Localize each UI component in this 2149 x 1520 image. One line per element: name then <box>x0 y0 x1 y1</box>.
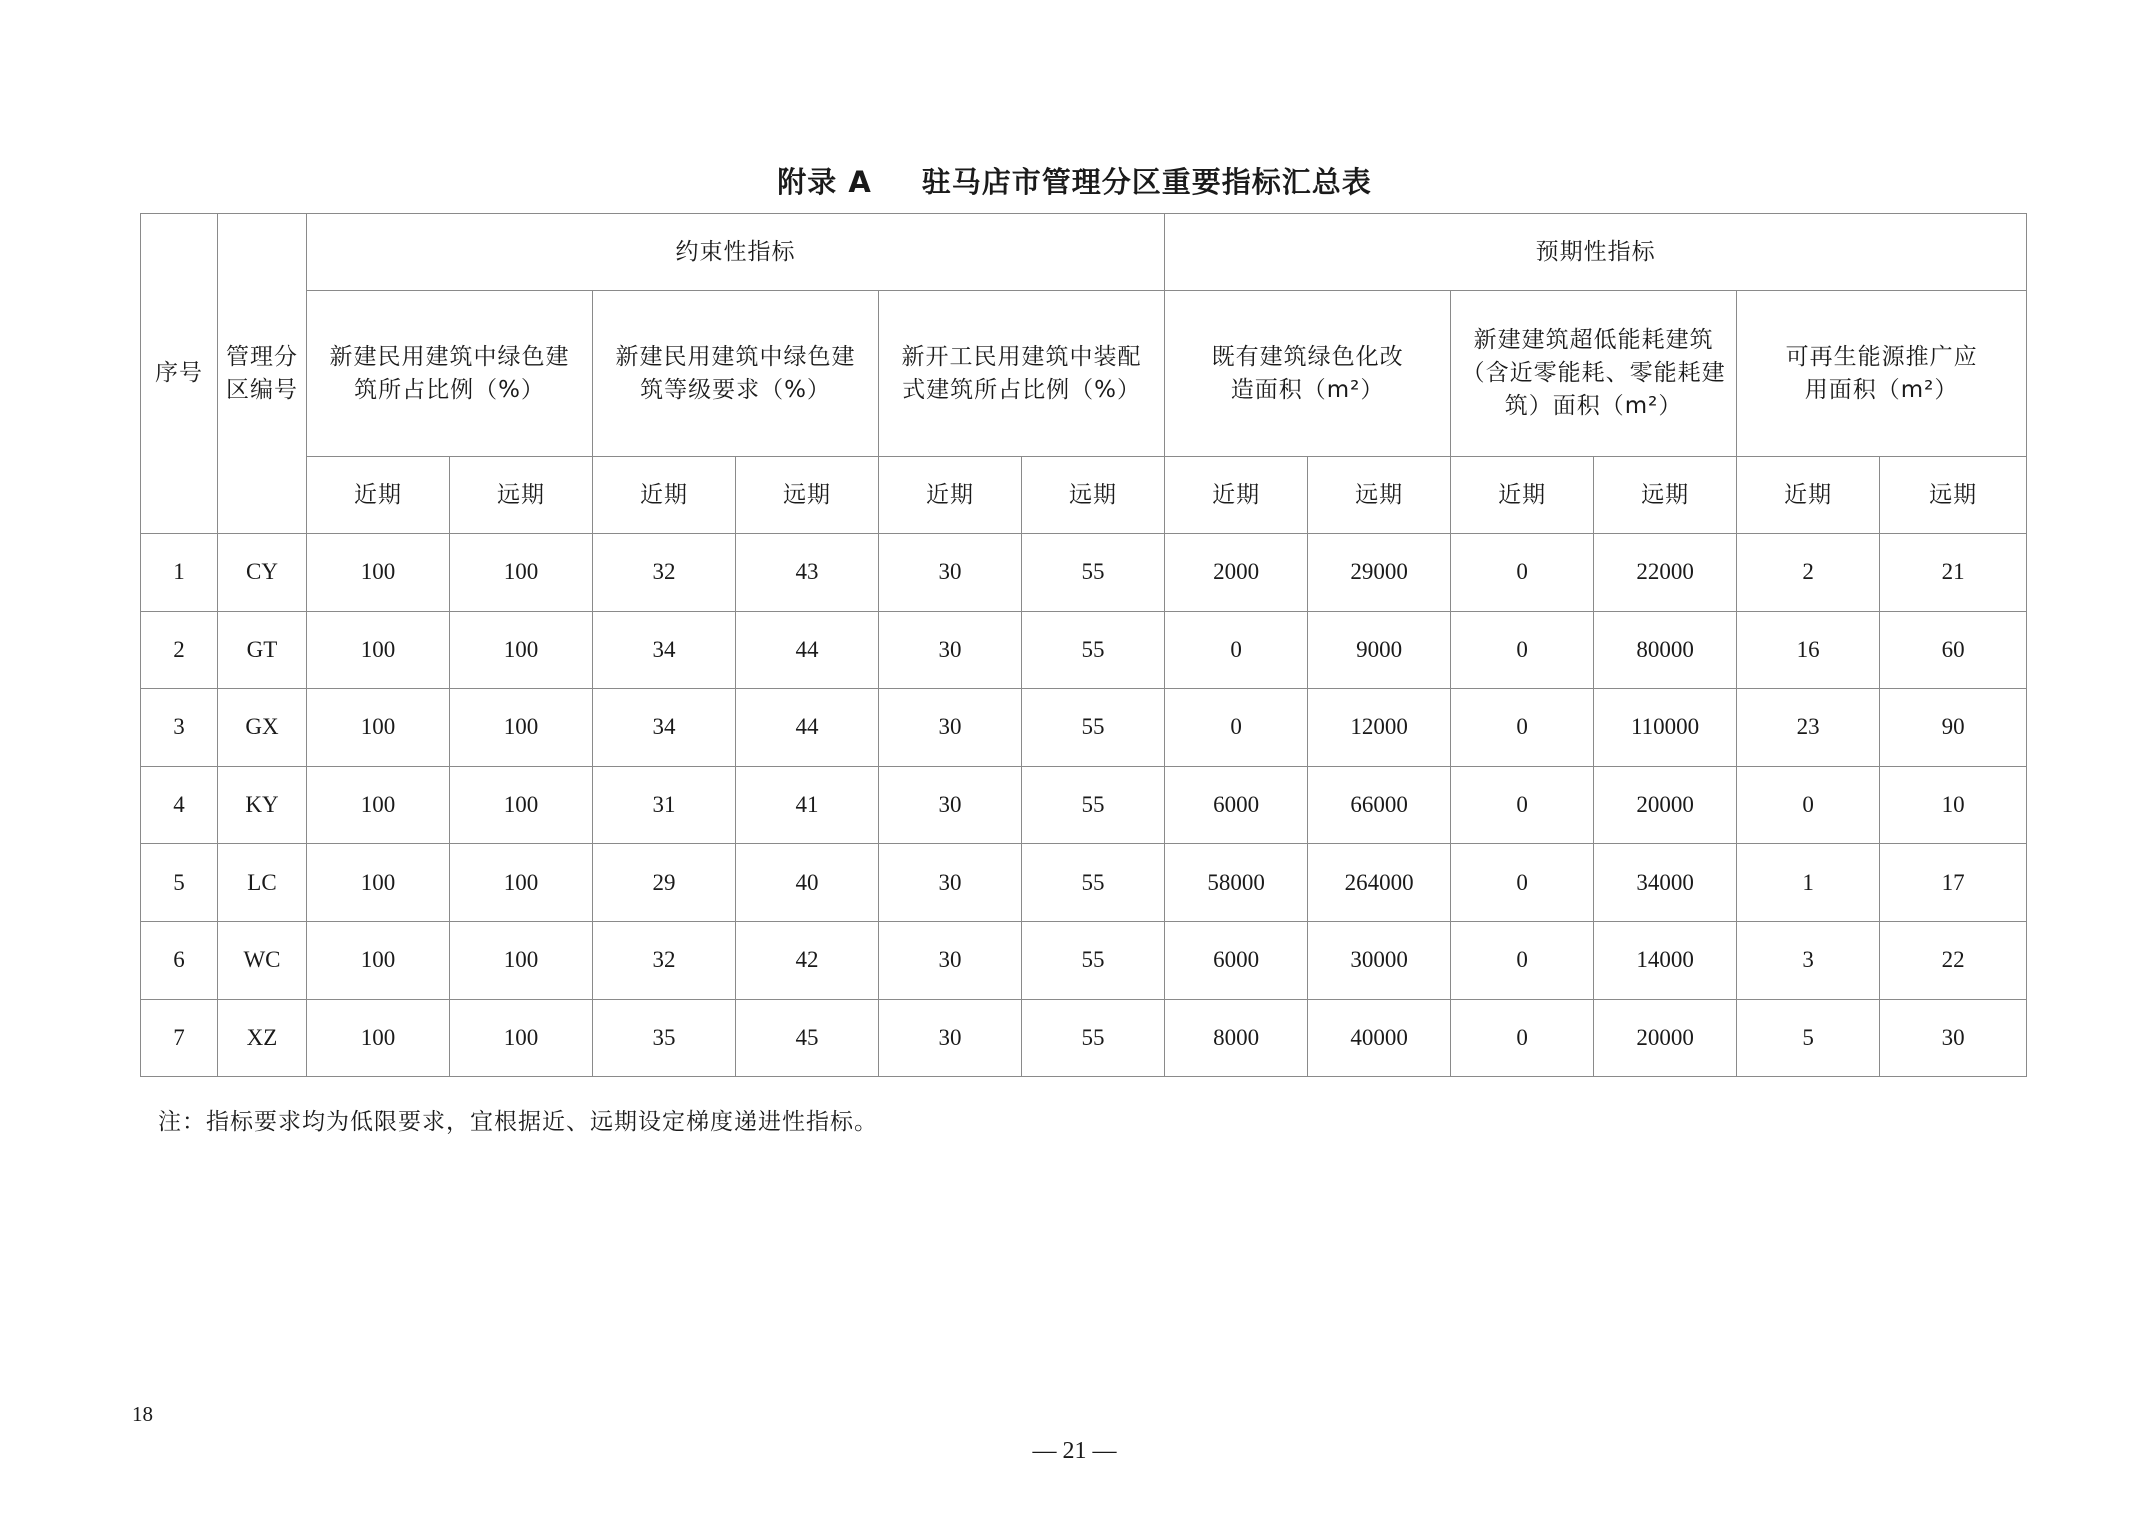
cell-value: 60 <box>1880 611 2027 689</box>
page-title <box>0 160 2149 201</box>
cell-seq: 6 <box>141 921 218 999</box>
cell-value: 0 <box>1451 921 1594 999</box>
cell-seq: 1 <box>141 534 218 612</box>
header-seq: 序号 <box>141 214 218 534</box>
cell-value: 55 <box>1022 611 1165 689</box>
cell-value: 43 <box>736 534 879 612</box>
cell-value: 12000 <box>1308 689 1451 767</box>
cell-value: 35 <box>593 999 736 1077</box>
cell-value: 0 <box>1165 611 1308 689</box>
header-row-indicators <box>141 291 2027 457</box>
cell-value: 1 <box>1737 844 1880 922</box>
cell-value: 44 <box>736 611 879 689</box>
cell-value: 100 <box>307 844 450 922</box>
cell-value: 30 <box>1880 999 2027 1077</box>
cell-value: 0 <box>1451 999 1594 1077</box>
cell-value: 100 <box>450 921 593 999</box>
cell-value: 30 <box>879 844 1022 922</box>
cell-value: 2000 <box>1165 534 1308 612</box>
page-number: — 21 — <box>1032 1438 1117 1464</box>
cell-value: 55 <box>1022 534 1165 612</box>
cell-value: 0 <box>1451 534 1594 612</box>
cell-value: 100 <box>307 689 450 767</box>
cell-zone: GT <box>218 611 307 689</box>
cell-value: 55 <box>1022 844 1165 922</box>
cell-value: 55 <box>1022 921 1165 999</box>
cell-value: 66000 <box>1308 766 1451 844</box>
cell-seq: 4 <box>141 766 218 844</box>
header-long-term: 远期 <box>1594 457 1737 534</box>
table-body <box>141 534 2027 1077</box>
cell-value: 44 <box>736 689 879 767</box>
cell-value: 29000 <box>1308 534 1451 612</box>
cell-value: 100 <box>450 999 593 1077</box>
header-near-term: 近期 <box>1451 457 1594 534</box>
cell-value: 30 <box>879 611 1022 689</box>
table-row <box>141 611 2027 689</box>
cell-value: 30000 <box>1308 921 1451 999</box>
cell-value: 40000 <box>1308 999 1451 1077</box>
cell-value: 0 <box>1451 689 1594 767</box>
cell-value: 31 <box>593 766 736 844</box>
cell-value: 45 <box>736 999 879 1077</box>
header-near-term: 近期 <box>1165 457 1308 534</box>
cell-value: 40 <box>736 844 879 922</box>
header-long-term: 远期 <box>1308 457 1451 534</box>
cell-value: 41 <box>736 766 879 844</box>
original-page-number: 18 <box>132 1402 153 1426</box>
cell-value: 22 <box>1880 921 2027 999</box>
cell-value: 30 <box>879 999 1022 1077</box>
cell-value: 6000 <box>1165 766 1308 844</box>
cell-value: 58000 <box>1165 844 1308 922</box>
table-title: 驻马店市管理分区重要指标汇总表 <box>921 165 1372 199</box>
cell-value: 6000 <box>1165 921 1308 999</box>
cell-value: 100 <box>450 689 593 767</box>
cell-zone: GX <box>218 689 307 767</box>
cell-value: 100 <box>450 766 593 844</box>
cell-value: 32 <box>593 534 736 612</box>
cell-value: 55 <box>1022 999 1165 1077</box>
cell-zone: KY <box>218 766 307 844</box>
cell-value: 0 <box>1451 844 1594 922</box>
header-green-building-grade: 新建民用建筑中绿色建筑等级要求（%） <box>593 291 879 457</box>
cell-value: 20000 <box>1594 999 1737 1077</box>
cell-value: 0 <box>1451 611 1594 689</box>
header-long-term: 远期 <box>450 457 593 534</box>
header-long-term: 远期 <box>736 457 879 534</box>
cell-value: 8000 <box>1165 999 1308 1077</box>
cell-value: 30 <box>879 534 1022 612</box>
cell-value: 3 <box>1737 921 1880 999</box>
cell-value: 34000 <box>1594 844 1737 922</box>
header-near-term: 近期 <box>879 457 1022 534</box>
cell-value: 100 <box>307 921 450 999</box>
cell-value: 0 <box>1451 766 1594 844</box>
cell-zone: WC <box>218 921 307 999</box>
cell-value: 90 <box>1880 689 2027 767</box>
table-row <box>141 999 2027 1077</box>
header-near-term: 近期 <box>593 457 736 534</box>
cell-seq: 5 <box>141 844 218 922</box>
header-zone-code: 管理分区编号 <box>218 214 307 534</box>
cell-value: 30 <box>879 921 1022 999</box>
header-green-building-ratio: 新建民用建筑中绿色建筑所占比例（%） <box>307 291 593 457</box>
header-long-term: 远期 <box>1880 457 2027 534</box>
header-near-term: 近期 <box>307 457 450 534</box>
cell-value: 2 <box>1737 534 1880 612</box>
cell-value: 0 <box>1165 689 1308 767</box>
indicator-summary-table <box>140 213 2027 1077</box>
header-row-groups <box>141 214 2027 291</box>
cell-value: 23 <box>1737 689 1880 767</box>
table-row <box>141 844 2027 922</box>
table-note: 注：指标要求均为低限要求，宜根据近、远期设定梯度递进性指标。 <box>158 1109 878 1135</box>
table-row <box>141 921 2027 999</box>
table-row <box>141 689 2027 767</box>
cell-value: 16 <box>1737 611 1880 689</box>
cell-value: 55 <box>1022 689 1165 767</box>
header-green-retrofit-area: 既有建筑绿色化改造面积（m²） <box>1165 291 1451 457</box>
cell-value: 30 <box>879 689 1022 767</box>
cell-value: 9000 <box>1308 611 1451 689</box>
cell-value: 100 <box>450 534 593 612</box>
table-row <box>141 534 2027 612</box>
cell-value: 80000 <box>1594 611 1737 689</box>
cell-value: 55 <box>1022 766 1165 844</box>
cell-value: 32 <box>593 921 736 999</box>
cell-value: 22000 <box>1594 534 1737 612</box>
cell-zone: CY <box>218 534 307 612</box>
cell-value: 10 <box>1880 766 2027 844</box>
header-prefab-building-ratio: 新开工民用建筑中装配式建筑所占比例（%） <box>879 291 1165 457</box>
header-expected-indicators: 预期性指标 <box>1165 214 2027 291</box>
cell-value: 21 <box>1880 534 2027 612</box>
cell-value: 14000 <box>1594 921 1737 999</box>
cell-value: 5 <box>1737 999 1880 1077</box>
cell-value: 100 <box>307 999 450 1077</box>
cell-value: 42 <box>736 921 879 999</box>
table-row <box>141 766 2027 844</box>
cell-value: 100 <box>450 844 593 922</box>
cell-value: 29 <box>593 844 736 922</box>
cell-zone: LC <box>218 844 307 922</box>
cell-value: 0 <box>1737 766 1880 844</box>
header-renewable-energy-area: 可再生能源推广应用面积（m²） <box>1737 291 2027 457</box>
cell-value: 100 <box>307 611 450 689</box>
cell-seq: 3 <box>141 689 218 767</box>
header-binding-indicators: 约束性指标 <box>307 214 1165 291</box>
cell-value: 110000 <box>1594 689 1737 767</box>
cell-value: 100 <box>307 766 450 844</box>
header-ultra-low-energy-area: 新建建筑超低能耗建筑（含近零能耗、零能耗建筑）面积（m²） <box>1451 291 1737 457</box>
header-near-term: 近期 <box>1737 457 1880 534</box>
cell-value: 264000 <box>1308 844 1451 922</box>
header-row-periods <box>141 457 2027 534</box>
appendix-label: 附录 A <box>777 165 872 199</box>
cell-value: 34 <box>593 689 736 767</box>
cell-value: 17 <box>1880 844 2027 922</box>
header-long-term: 远期 <box>1022 457 1165 534</box>
cell-value: 20000 <box>1594 766 1737 844</box>
cell-zone: XZ <box>218 999 307 1077</box>
cell-value: 100 <box>307 534 450 612</box>
cell-seq: 7 <box>141 999 218 1077</box>
cell-value: 34 <box>593 611 736 689</box>
cell-value: 100 <box>450 611 593 689</box>
cell-seq: 2 <box>141 611 218 689</box>
cell-value: 30 <box>879 766 1022 844</box>
